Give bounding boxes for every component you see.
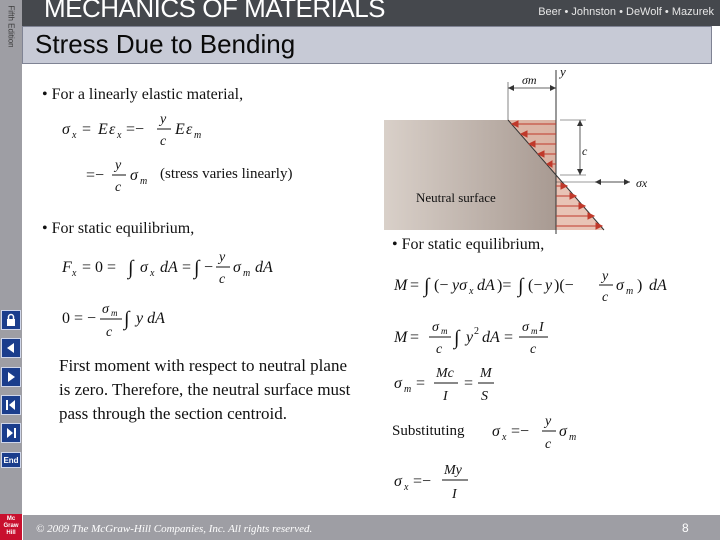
- arrow-left-icon: [4, 341, 18, 355]
- svg-text:m: m: [194, 130, 202, 141]
- svg-text:I: I: [539, 320, 544, 335]
- end-button[interactable]: End: [1, 452, 21, 468]
- svg-text:ε: ε: [186, 121, 193, 138]
- first-slide-icon: [4, 398, 18, 412]
- svg-text:c: c: [219, 272, 226, 287]
- svg-text:): ): [637, 277, 643, 294]
- svg-text:E: E: [175, 121, 185, 138]
- svg-text:∫: ∫: [518, 275, 524, 297]
- svg-text:x: x: [150, 268, 155, 279]
- authors-line: Beer • Johnston • DeWolf • Mazurek: [538, 6, 714, 18]
- svg-text:ε: ε: [109, 121, 116, 138]
- svg-text:x: x: [72, 268, 77, 279]
- svg-text:σ: σ: [394, 473, 402, 490]
- svg-text:Mc: Mc: [436, 366, 454, 381]
- svg-text:M: M: [480, 366, 492, 381]
- arrow-right-icon: [4, 370, 18, 384]
- svg-text:σ: σ: [102, 302, 109, 317]
- last-slide-button[interactable]: [1, 423, 21, 443]
- svg-text:σ: σ: [522, 320, 529, 335]
- svg-text:My: My: [444, 463, 462, 478]
- figure-label-sigma-x: σx: [636, 176, 648, 190]
- svg-text:y: y: [160, 112, 167, 127]
- svg-text:y: y: [602, 269, 609, 284]
- svg-text:x: x: [502, 432, 507, 443]
- svg-text:σ: σ: [616, 277, 624, 294]
- svg-text:M: M: [394, 329, 408, 346]
- svg-text:I: I: [452, 487, 457, 502]
- svg-text:∫: ∫: [124, 308, 130, 330]
- svg-text:y dA: y dA: [136, 310, 165, 327]
- svg-text:dA: dA: [477, 277, 495, 294]
- slide-title-bar: [22, 26, 712, 64]
- svg-text:x: x: [469, 286, 474, 297]
- bullet-linear-elastic: • For a linearly elastic material,: [42, 86, 244, 103]
- equation-force-equilibrium: [60, 248, 290, 338]
- svg-text:0 = −: 0 = −: [62, 310, 97, 327]
- next-slide-button[interactable]: [1, 367, 21, 387]
- svg-text:=: =: [82, 121, 92, 138]
- sidebar: [0, 0, 22, 540]
- svg-text:σ: σ: [394, 375, 402, 392]
- first-slide-button[interactable]: [1, 395, 21, 415]
- svg-text:m: m: [531, 326, 538, 336]
- svg-text:=−: =−: [413, 473, 432, 490]
- svg-text:c: c: [545, 437, 552, 452]
- svg-text:dA: dA: [649, 277, 667, 294]
- svg-text:∫: ∫: [454, 327, 460, 349]
- svg-text:σ: σ: [62, 121, 70, 138]
- svg-text:σ: σ: [432, 320, 439, 335]
- svg-text:)=: )=: [497, 277, 512, 294]
- svg-text:c: c: [530, 342, 537, 357]
- edition-text: Fifth Edition: [6, 5, 16, 48]
- svg-text:∫: ∫: [128, 257, 134, 279]
- logo-line: Graw: [3, 523, 19, 529]
- equations-moment: [392, 260, 682, 510]
- figure-label-sigma-m: σm: [522, 73, 537, 87]
- svg-text:=: =: [410, 329, 420, 346]
- svg-text:σ: σ: [140, 259, 148, 276]
- svg-text:=−: =−: [86, 167, 105, 184]
- svg-text:=: =: [410, 277, 420, 294]
- last-slide-icon: [4, 426, 18, 440]
- logo-line: Hill: [6, 530, 16, 536]
- svg-text:−: −: [204, 259, 214, 276]
- svg-text:S: S: [481, 389, 488, 404]
- svg-text:c: c: [160, 134, 167, 149]
- svg-text:c: c: [106, 325, 113, 340]
- bending-stress-figure: [380, 62, 715, 237]
- slide-title: Stress Due to Bending: [35, 29, 296, 59]
- svg-text:)(−: )(−: [554, 277, 574, 294]
- previous-slide-button[interactable]: [1, 338, 21, 358]
- home-button[interactable]: [1, 310, 21, 330]
- svg-text:σ: σ: [492, 423, 500, 440]
- substituting-label: Substituting: [392, 423, 465, 439]
- svg-text:dA: dA: [482, 329, 500, 346]
- svg-text:=−: =−: [126, 121, 145, 138]
- svg-text:(−: (−: [434, 277, 449, 294]
- svg-text:=: =: [182, 259, 192, 276]
- figure-label-c: c: [582, 144, 588, 158]
- svg-text:σ: σ: [233, 259, 241, 276]
- edition-label: [0, 0, 22, 60]
- svg-text:x: x: [72, 130, 77, 141]
- stress-varies-note: (stress varies linearly): [160, 166, 293, 182]
- svg-text:=−: =−: [511, 423, 530, 440]
- svg-text:∫: ∫: [194, 257, 200, 279]
- svg-text:y: y: [545, 277, 553, 294]
- svg-text:E: E: [98, 121, 108, 138]
- svg-text:m: m: [140, 176, 148, 187]
- svg-text:c: c: [115, 180, 122, 195]
- course-title: MECHANICS OF MATERIALS: [44, 0, 386, 23]
- svg-text:I: I: [443, 389, 448, 404]
- svg-text:dA: dA: [255, 259, 273, 276]
- bullet-static-equilibrium-left: • For static equilibrium,: [42, 220, 195, 237]
- svg-text:=: =: [464, 375, 474, 392]
- svg-text:m: m: [626, 286, 634, 297]
- svg-text:y: y: [115, 158, 122, 173]
- svg-text:=: =: [416, 375, 426, 392]
- svg-text:x: x: [117, 130, 122, 141]
- svg-text:F: F: [62, 259, 72, 276]
- svg-text:dA: dA: [160, 259, 178, 276]
- svg-text:m: m: [404, 384, 412, 395]
- equation-hooke: [60, 110, 340, 200]
- svg-text:2: 2: [474, 326, 479, 337]
- svg-text:m: m: [243, 268, 251, 279]
- logo-line: Mc: [6, 516, 16, 522]
- svg-text:c: c: [436, 342, 443, 357]
- lock-icon: [4, 313, 18, 327]
- svg-text:M: M: [394, 277, 408, 294]
- svg-text:yσ: yσ: [452, 277, 467, 294]
- header-bar: [22, 0, 720, 26]
- page-number: 8: [682, 521, 689, 535]
- svg-text:σ: σ: [559, 423, 567, 440]
- svg-text:y: y: [219, 250, 226, 265]
- svg-text:= 0 =: = 0 =: [82, 259, 117, 276]
- svg-text:m: m: [569, 432, 577, 443]
- svg-text:y: y: [545, 414, 552, 429]
- mcgraw-hill-logo: [0, 514, 22, 540]
- svg-text:y: y: [466, 329, 474, 346]
- bullet-static-equilibrium-right: • For static equilibrium,: [392, 236, 545, 253]
- svg-text:=: =: [504, 329, 514, 346]
- first-moment-text: First moment with respect to neutral plane is zero. Therefore, the neutral surface must pass through the section centroid.: [59, 356, 351, 423]
- svg-text:(−: (−: [528, 277, 543, 294]
- figure-label-y: y: [560, 64, 566, 79]
- svg-text:m: m: [441, 326, 448, 336]
- svg-text:x: x: [404, 482, 409, 493]
- svg-text:m: m: [111, 308, 118, 318]
- svg-text:σ: σ: [130, 167, 138, 184]
- copyright-text: © 2009 The McGraw-Hill Companies, Inc. All rights reserved.: [36, 523, 313, 535]
- svg-text:∫: ∫: [424, 275, 430, 297]
- svg-text:c: c: [602, 290, 609, 305]
- neutral-surface-label: Neutral surface: [416, 190, 496, 205]
